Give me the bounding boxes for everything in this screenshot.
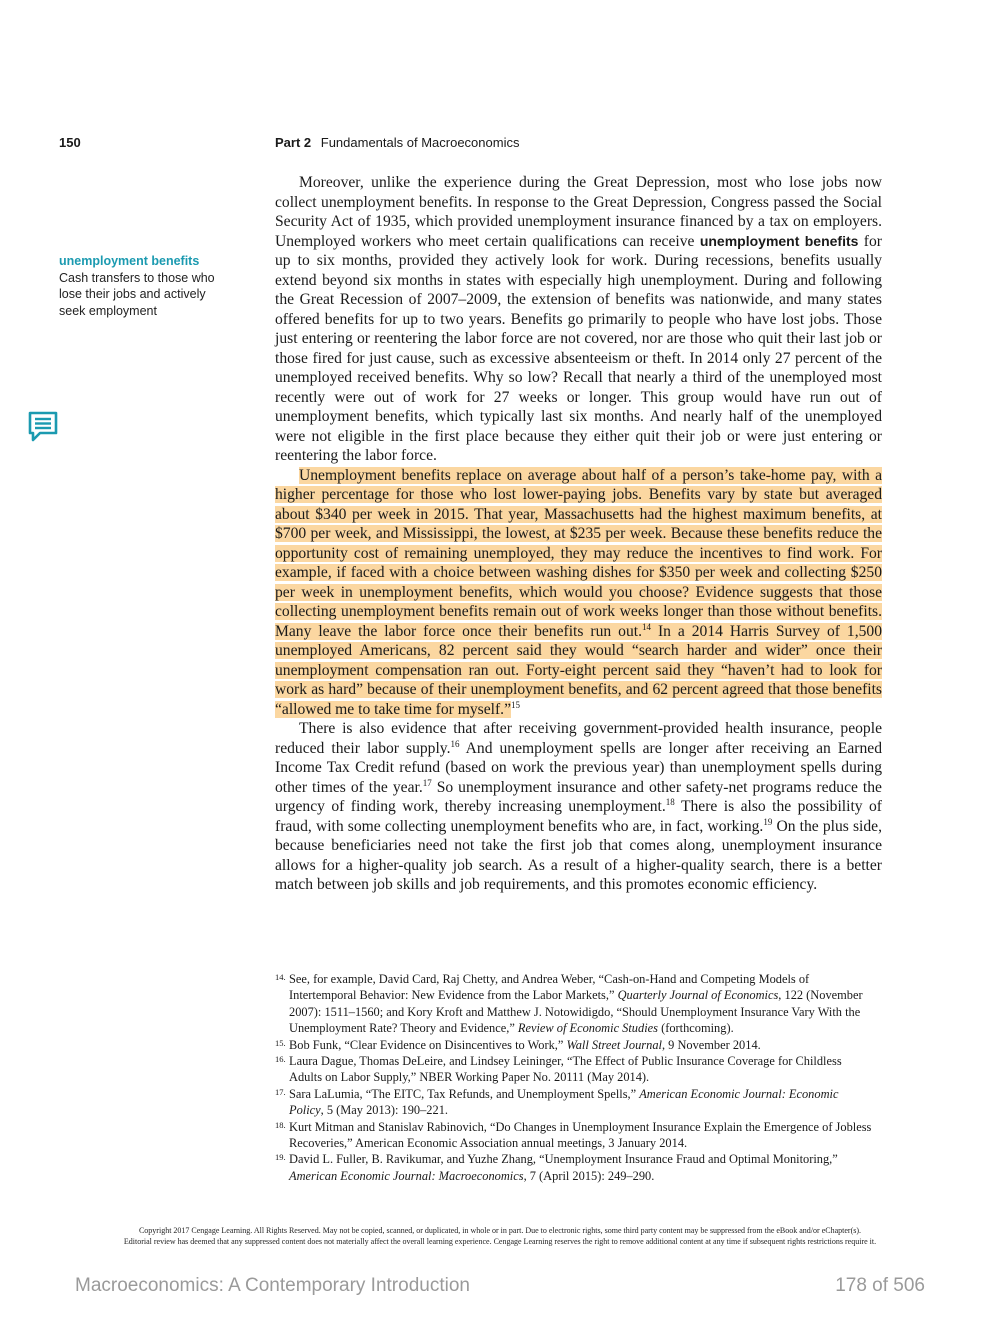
part-header: [275, 135, 519, 150]
footnote-ref[interactable]: 18: [665, 797, 675, 807]
paragraph-1: Moreover, unlike the experience during the Great Depression, most who lose jobs now collect unemployment benefits. In response to the Great Depression, Congress passed the Social Security Act of 1935, which provided unemployment insurance financed by a tax on employers. Unemployed workers who meet certain qualifications can receive unemployment benefits for up to six months, provided they actively look for work. During recessions, benefits usually extend beyond six months in states with especially high unemployment. During and following the Great Recession of 2007–2009, the extension of benefits was nationwide, and many states offered benefits for up to two years. Benefits go primarily to people who have lost jobs. Those just entering or reentering the labor force are not covered, nor are those who quit their last job or those fired for just cause, such as excessive absenteeism or theft. In 2014 only 27 percent of the unemployed received benefits. Why so low? Recall that nearly a third of the unemployed most recently were out of work for 27 weeks or longer. This group would have run out of unemployment benefits, which typically last six months. And nearly half of the unemployed were not eligible in the first place because they either quit their job or were just entering or reentering the labor force.: [275, 174, 882, 464]
reader-status-bar: [0, 1272, 1000, 1302]
margin-term: unemployment benefits: [59, 254, 200, 268]
note-comment-icon[interactable]: [28, 411, 58, 443]
footnote: 15. Bob Funk, “Clear Evidence on Disincentives to Work,” Wall Street Journal, 9 November 2014.: [275, 1037, 761, 1052]
footnote: 14. See, for example, David Card, Raj Chetty, and Andrea Weber, “Cash-on-Hand and Competing Models of Intertemporal Behavior: New Evidence from the Labor Markets,” Quarterly Journal of Economics, 122 (November 2007): 1511–1560; and Kory Kroft and Matthew J. Notowidigdo, “Should Unemployment Insurance Vary With the Unemployment Rate? Theory and Evidence,” Review of Economic Studies (forthcoming).: [275, 972, 863, 1036]
footnote-ref[interactable]: 17: [422, 777, 432, 788]
part-title: Fundamentals of Macroeconomics: [320, 135, 520, 150]
footnote: 18. Kurt Mitman and Stanislav Rabinovich, “Do Changes in Unemployment Insurance Explain the Emergence of Jobless Recoveries,” American Economic Association annual meetings, 3 January 2014.: [275, 1119, 872, 1151]
body-text: [275, 173, 882, 895]
page-number: 150: [59, 135, 81, 150]
footnote-ref[interactable]: 15: [511, 699, 520, 710]
footnote-ref[interactable]: 14: [641, 621, 651, 632]
footnote: 17. Sara LaLumia, “The EITC, Tax Refunds, and Unemployment Spells,” American Economic Journal: Economic Policy, 5 (May 2013): 190–221.: [275, 1086, 839, 1118]
margin-definition: Cash transfers to those who lose their jobs and actively seek employment: [59, 270, 215, 318]
book-title: Macroeconomics: A Contemporary Introduction: [75, 1275, 470, 1296]
margin-glossary-note: [59, 253, 234, 319]
copyright-notice: Copyright 2017 Cengage Learning. All Rights Reserved. May not be copied, scanned, or duplicated, in whole or in part. Due to electronic rights, some third party content may be suppressed from the eBook and/or eChapter(s). Editorial review has deemed that any suppressed content does not materially affect the overall learning experience. Cengage Learning reserves the right to remove additional content at any time if subsequent rights restrictions require it.: [123, 1226, 877, 1246]
footnote-ref[interactable]: 19: [763, 816, 773, 827]
page-counter: 178 of 506: [835, 1275, 925, 1296]
part-label: Part 2: [275, 135, 312, 150]
paragraph-2-highlighted[interactable]: [275, 466, 882, 720]
footnote: 19. David L. Fuller, B. Ravikumar, and Yuzhe Zhang, “Unemployment Insurance Fraud and Optimal Monitoring,” American Economic Journal: Macroeconomics, 7 (April 2015): 249–290.: [275, 1152, 838, 1183]
footnote-ref[interactable]: 16: [450, 738, 460, 749]
highlight[interactable]: Unemployment benefits replace on average about half of a person’s take-home pay, with a higher percentage for those who lost lower-paying jobs. Benefits vary by state but averaged about $340 per week in 2015. That year, Massachusetts had the highest maximum benefits, at $700 per week, and Mississippi, the lowest, at $235 per week. Because these benefits reduce the opportunity cost of remaining unemployed, they may reduce the incentives to find work. For example, if faced with a choice between washing dishes for $350 per week and collecting $250 per week in unemployment benefits, which would you choose? Evidence suggests that those collecting unemployment benefits remain out of work weeks longer than those without benefits. Many leave the labor force once their benefits run out.$^{14}$ In a 2014 Harris Survey of 1,500 unemployed Americans, 82 percent said they would “search harder and wider” once their unemployment compensation ran out. Forty-eight percent said they “haven’t had to look for work as hard” because of their unemployment benefits, and 62 percent agreed that those benefits “allowed me to take time for myself.”: [275, 466, 882, 718]
footnote: 16. Laura Dague, Thomas DeLeire, and Lindsey Leininger, “The Effect of Public Insurance Coverage for Childless Adults on Labor Supply,” NBER Working Paper No. 20111 (May 2014).: [275, 1054, 842, 1085]
key-term: unemployment benefits: [699, 232, 859, 249]
footnotes: [275, 971, 875, 1184]
paragraph-3: There is also evidence that after receiving government-provided health insurance, people reduced their labor supply.$^{16}$ And unemployment spells are longer after receiving an Earned Income Tax Credit refund (based on work the previous year) than unemployment spells during other times of the year.$^{17}$ So unemployment insurance and other safety-net programs reduce the urgency of finding work, thereby increasing unemployment.$^{18}$ There is also the possibility of fraud, with some collecting unemployment benefits who are, in fact, working.$^{19}$ On the plus side, because beneficiaries need not take the first job that comes along, unemployment insurance allows for a higher-quality job search. As a result of a higher-quality search, there is a better match between job skills and job requirements, and this promotes economic efficiency.: [275, 720, 883, 893]
